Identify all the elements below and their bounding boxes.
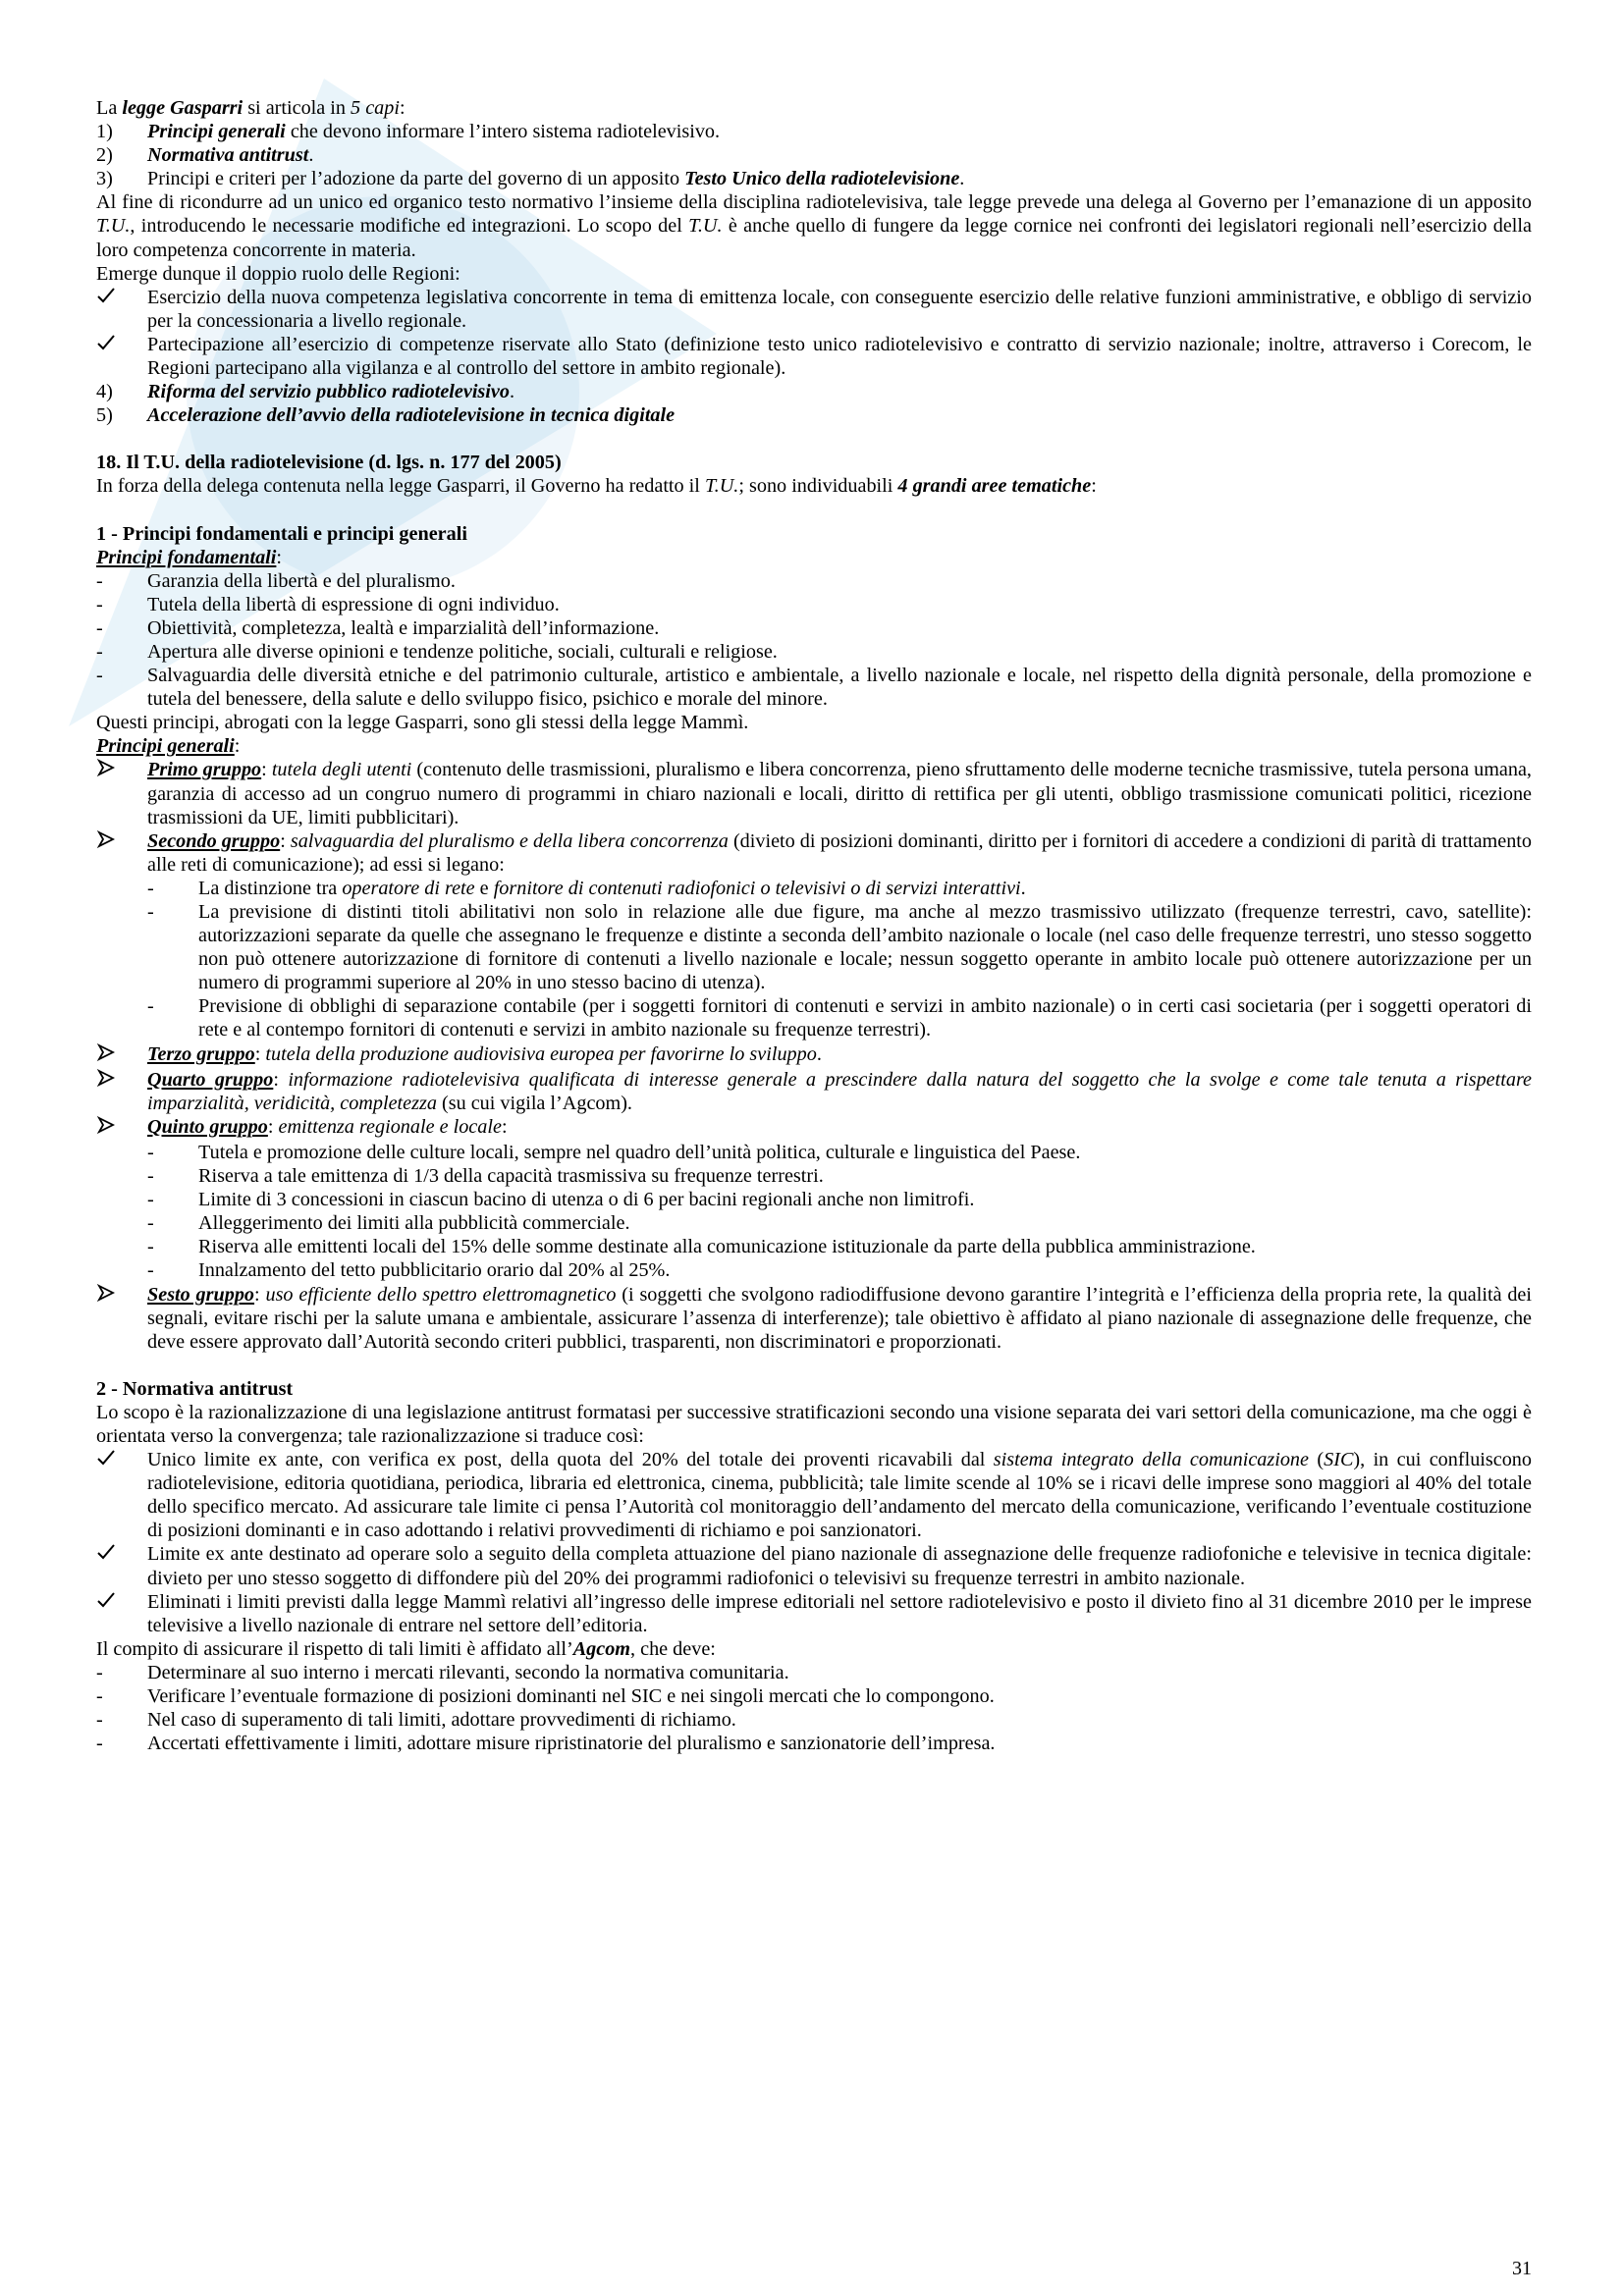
page-number: 31 — [1512, 2258, 1532, 2279]
list-item: - Previsione di obblighi di separazione contabile (per i soggetti fornitori di contenuti e servizi in ambito nazionale) o in certi casi societaria (per i soggetti operatori di rete e al contempo fornitori di contenuti e servizi in ambito nazionale su frequenze terrestri). — [147, 995, 1532, 1041]
list-item: - Tutela e promozione delle culture locali, sempre nel quadro dell’unità politica, culturale e linguistica del Paese. — [147, 1141, 1081, 1163]
list-item: - Limite di 3 concessioni in ciascun bacino di utenza o di 6 per bacini regionali anche non limitrofi. — [147, 1189, 975, 1211]
list-item: Eliminati i limiti previsti dalla legge Mammì relativi all’ingresso delle imprese editoriali nel settore radiotelevisivo e posto il divieto fino al 31 dicembre 2010 per le imprese televisive a livello nazionale di entrare nel settore dell’editoria. — [96, 1590, 1532, 1637]
group-item: Quarto gruppo: informazione radiotelevisiva qualificata di interesse generale a prescindere dalla natura del soggetto che la svolge e come tale tenuta a rispettare imparzialità, veridicità, completezza (su cui vigila l’Agcom). — [96, 1068, 1532, 1115]
list-item: 2) Normativa antitrust. — [96, 144, 314, 167]
list-item: 5) Accelerazione dell’avvio della radiotelevisione in tecnica digitale — [96, 404, 676, 427]
paragraph: Emerge dunque il doppio ruolo delle Regioni: — [96, 262, 460, 285]
list-item: - Nel caso di superamento di tali limiti, adottare provvedimenti di richiamo. — [96, 1709, 736, 1732]
list-item: 4) Riforma del servizio pubblico radiotelevisivo. — [96, 381, 514, 403]
subheading: Principi generali: — [96, 735, 241, 758]
list-item: - La distinzione tra operatore di rete e fornitore di contenuti radiofonici o televisivi o di servizi interattivi. — [147, 877, 1026, 899]
list-item: Limite ex ante destinato ad operare solo a seguito della completa attuazione del piano nazionale di assegnazione delle frequenze radiofoniche e televisive in tecnica digitale: divieto per uno stesso soggetto di diffondere più del 20% dei programmi radiofonici o televisivi su frequenze terrestri in ambito nazionale. — [96, 1542, 1532, 1589]
group-item: Quinto gruppo: emittenza regionale e locale: — [96, 1115, 1532, 1141]
list-item: Partecipazione all’esercizio di competenze riservate allo Stato (definizione testo unico radiotelevisivo e contratto di servizio nazionale; inoltre, attraverso i Corecom, le Regioni partecipano alla vigilanza e al controllo del settore in ambito regionale). — [96, 333, 1532, 380]
check-icon — [96, 1542, 116, 1562]
list-item: - Determinare al suo interno i mercati rilevanti, secondo la normativa comunitaria. — [96, 1661, 789, 1683]
list-item: - Apertura alle diverse opinioni e tendenze politiche, sociali, culturali e religiose. — [96, 640, 778, 663]
paragraph: Questi principi, abrogati con la legge Gasparri, sono gli stessi della legge Mammì. — [96, 712, 749, 734]
list-item: 3) Principi e criteri per l’adozione da parte del governo di un apposito Testo Unico della radiotelevisione. — [96, 168, 965, 190]
list-item: - Innalzamento del tetto pubblicitario orario dal 20% al 25%. — [147, 1259, 671, 1282]
arrow-bullet-icon — [96, 1283, 116, 1303]
list-item: Unico limite ex ante, con verifica ex post, della quota del 20% del totale dei proventi ricavabili dal sistema integrato della comunicazione (SIC), in cui confluiscono radiotelevisione, editoria quotidiana, periodica, libraria ed elettronica, cinema, pubblicità; tale limite scende al 10% se i ricavi delle imprese sono maggiori al 40% del totale dello specifico mercato. Ad assicurare tale limite ci pensa l’Autorità col monitoraggio dell’andamento del mercato della comunicazione, verificando l’eventuale costituzione di posizioni dominanti e in caso adottando i relativi provvedimenti di richiamo e poi sanzionatori. — [96, 1448, 1532, 1542]
list-item: - Verificare l’eventuale formazione di posizioni dominanti nel SIC e nei singoli mercati che lo compongono. — [96, 1685, 995, 1707]
paragraph: Lo scopo è la razionalizzazione di una legislazione antitrust formatasi per successive stratificazioni secondo una visione separata dei vari settori della comunicazione, ma che oggi è orientata verso la convergenza; tale razionalizzazione si traduce così: — [96, 1401, 1532, 1447]
list-item: - Obiettività, completezza, lealtà e imparzialità dell’informazione. — [96, 616, 660, 639]
subheading: Principi fondamentali: — [96, 546, 282, 568]
paragraph: Al fine di ricondurre ad un unico ed organico testo normativo l’insieme della disciplina radiotelevisiva, tale legge prevede una delega al Governo per l’emanazione di un apposito T.U., introducendo le necessarie modifiche ed integrazioni. Lo scopo del T.U. è anche quello di fungere da legge cornice nei confronti dei legislatori regionali nell’esercizio della loro competenza concorrente in materia. — [96, 191, 1532, 261]
group-item: Sesto gruppo: uso efficiente dello spettro elettromagnetico (i soggetti che svolgono radiodiffusione devono garantire l’integrità e l’efficienza della propria rete, la qualità dei segnali, evitare rischi per la salute umana e ambientale, assicurare l’assenza di interferenze); tale obiettivo è affidato al piano nazionale di assegnazione delle frequenze, che deve essere approvato dall’Autorità secondo criteri pubblici, trasparenti, non discriminatori e proporzionati. — [96, 1283, 1532, 1354]
section-heading: 18. Il T.U. della radiotelevisione (d. lgs. n. 177 del 2005) — [96, 452, 562, 474]
list-item: - Garanzia della libertà e del pluralismo. — [96, 569, 456, 592]
list-item: Esercizio della nuova competenza legislativa concorrente in tema di emittenza locale, con conseguente esercizio delle relative funzioni amministrative, e obbligo di servizio per la concessionaria a livello regionale. — [96, 286, 1532, 333]
group-item: Primo gruppo: tutela degli utenti (contenuto delle trasmissioni, pluralismo e libera concorrenza, pieno sfruttamento delle moderne tecniche trasmissive, tutela persona umana, garanzia di accesso ad un congruo numero di programmi in chiaro nazionali e locali, diritto di rettifica per gli utenti, obbligo trasmissione comunicati politici, ricezione trasmissioni da UE, limiti pubblicitari). — [96, 758, 1532, 828]
section-heading: 1 - Principi fondamentali e principi generali — [96, 522, 467, 545]
group-item: Secondo gruppo: salvaguardia del pluralismo e della libera concorrenza (divieto di posizioni dominanti, diritto per i fornitori di accedere a condizioni di parità di trattamento alle reti di comunicazione); ad essi si legano: — [96, 829, 1532, 877]
check-icon — [96, 333, 116, 352]
paragraph: Il compito di assicurare il rispetto di tali limiti è affidato all’Agcom, che deve: — [96, 1637, 716, 1660]
arrow-bullet-icon — [96, 1068, 116, 1088]
check-icon — [96, 1590, 116, 1610]
list-item: - Riserva a tale emittenza di 1/3 della capacità trasmissiva su frequenze terrestri. — [147, 1165, 824, 1188]
section-heading: 2 - Normativa antitrust — [96, 1377, 294, 1400]
paragraph: In forza della delega contenuta nella legge Gasparri, il Governo ha redatto il T.U.; sono individuabili 4 grandi aree tematiche: — [96, 475, 1097, 498]
check-icon — [96, 286, 116, 305]
group-item: Terzo gruppo: tutela della produzione audiovisiva europea per favorirne lo sviluppo. — [96, 1042, 1532, 1068]
intro-paragraph: La legge Gasparri si articola in 5 capi: — [96, 97, 406, 119]
list-item: - La previsione di distinti titoli abilitativi non solo in relazione alle due figure, ma anche al mezzo trasmissivo utilizzato (frequenze terrestri, cavo, satellite): autorizzazioni separate da quelle che assegnano le frequenze e distinte a seconda dell’ambito nazionale o locale (nel caso delle frequenze terrestri, uno stesso soggetto non può ottenere autorizzazione di fornitore di contenuti a livello nazionale e locale; nessun soggetto operante in ambito locale può ottenere autorizzazione per un numero di programmi superiore al 20% in uno stesso bacino di utenza). — [147, 901, 1532, 994]
check-icon — [96, 1448, 116, 1468]
list-item: - Riserva alle emittenti locali del 15% delle somme destinate alla comunicazione istituzionale da parte della pubblica amministrazione. — [147, 1236, 1256, 1258]
list-item: - Alleggerimento dei limiti alla pubblicità commerciale. — [147, 1212, 630, 1235]
arrow-bullet-icon — [96, 829, 116, 849]
arrow-bullet-icon — [96, 1042, 116, 1062]
arrow-bullet-icon — [96, 758, 116, 777]
list-item: 1) Principi generali che devono informare l’intero sistema radiotelevisivo. — [96, 121, 721, 143]
document-page — [96, 96, 1532, 1755]
list-item: - Accertati effettivamente i limiti, adottare misure ripristinatorie del pluralismo e sanzionatorie dell’impresa. — [96, 1733, 996, 1755]
list-item: - Salvaguardia delle diversità etniche e del patrimonio culturale, artistico e ambientale, a livello nazionale e locale, nel rispetto della dignità personale, della promozione e tutela del benessere, della salute e dello sviluppo fisico, psichico e morale del minore. — [96, 665, 1532, 711]
arrow-bullet-icon — [96, 1115, 116, 1135]
list-item: - Tutela della libertà di espressione di ogni individuo. — [96, 593, 560, 615]
